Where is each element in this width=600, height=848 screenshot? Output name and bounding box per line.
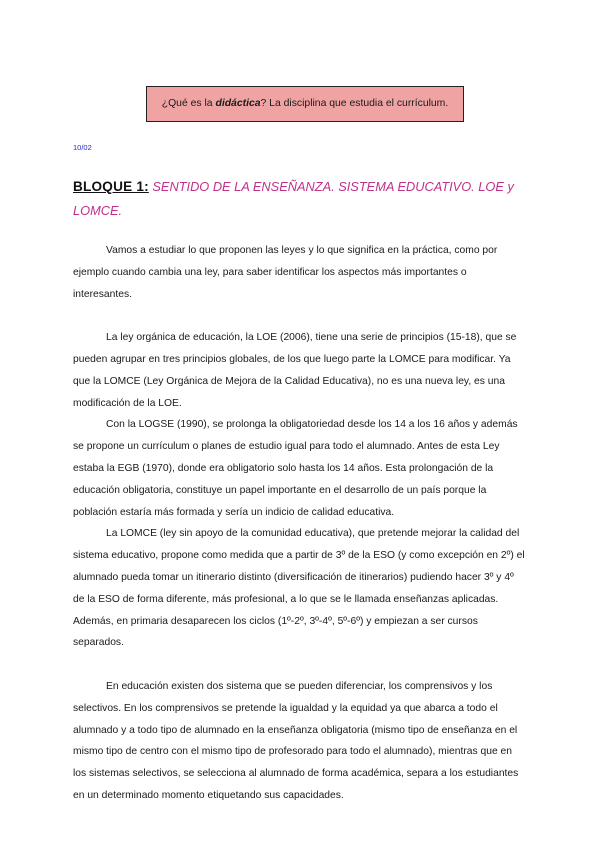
callout-suffix: ? La disciplina que estudia el currículum. [260,98,449,109]
definition-callout [146,86,464,122]
paragraph: La LOMCE (ley sin apoyo de la comunidad educativa), que pretende mejorar la calidad del sistema educativo, propone como medida que a partir de 3º de la ESO (y como excepción en 2º) el alumnado pueda tomar un itinerario distinto (diversificación de itinerarios) pudiendo hacer 3º y 4º de la ESO de forma diferente, más profesional, a lo que se le llamada enseñanzas aplicadas. Además, en primaria desaparecen los ciclos (1º-2º, 3º-4º, 5º-6º) y empiezan a ser cursos separados. [73,528,525,649]
paragraph: Vamos a estudiar lo que proponen las leyes y lo que significa en la práctica, como por ejemplo cuando cambia una ley, para saber identificar los aspectos más importantes o interesantes. [73,245,498,300]
callout-term: didáctica [215,98,261,109]
paragraph: Con la LOGSE (1990), se prolonga la obligatoriedad desde los 14 a los 16 años y además se propone un currículum o planes de estudio igual para todo el alumnado. Antes de esta Ley estaba la EGB (1970), donde era obligatorio solo hasta los 14 años. Esta prolongación de la educación obligatoria, constituye un papel importante en el desarrollo de un país porque la población estaría más formada y sería un indicio de calidad educativa. [73,419,518,518]
heading-label: BLOQUE 1: [73,179,149,194]
heading-text: SENTIDO DE LA ENSEÑANZA. SISTEMA EDUCATIVO. LOE y LOMCE. [73,179,514,218]
paragraph: En educación existen dos sistema que se pueden diferenciar, los comprensivos y los selectivos. En los comprensivos se pretende la igualdad y la equidad ya que abarca a todo el alumnado y a todo tipo de alumnado en la enseñanza obligatoria (mismo tipo de enseñanza en el mismo tipo de centro con el mismo tipo de profesorado para todo el alumnado), mientras que en los sistemas selectivos, se selecciona al alumnado de forma académica, separa a los estudiantes en un determinado momento etiquetando sus capacidades. [73,680,519,801]
body-text [73,240,528,807]
section-heading [73,175,543,223]
date-label: 10/02 [73,143,92,152]
callout-prefix: ¿Qué es la [161,98,216,109]
paragraph: La ley orgánica de educación, la LOE (2006), tiene una serie de principios (15-18), que se pueden agrupar en tres principios globales, de los que luego parte la LOMCE para modificar. Ya que la LOMCE (Ley Orgánica de Mejora de la Calidad Educativa), no es una nueva ley, es una modificación de la LOE. [73,332,517,409]
